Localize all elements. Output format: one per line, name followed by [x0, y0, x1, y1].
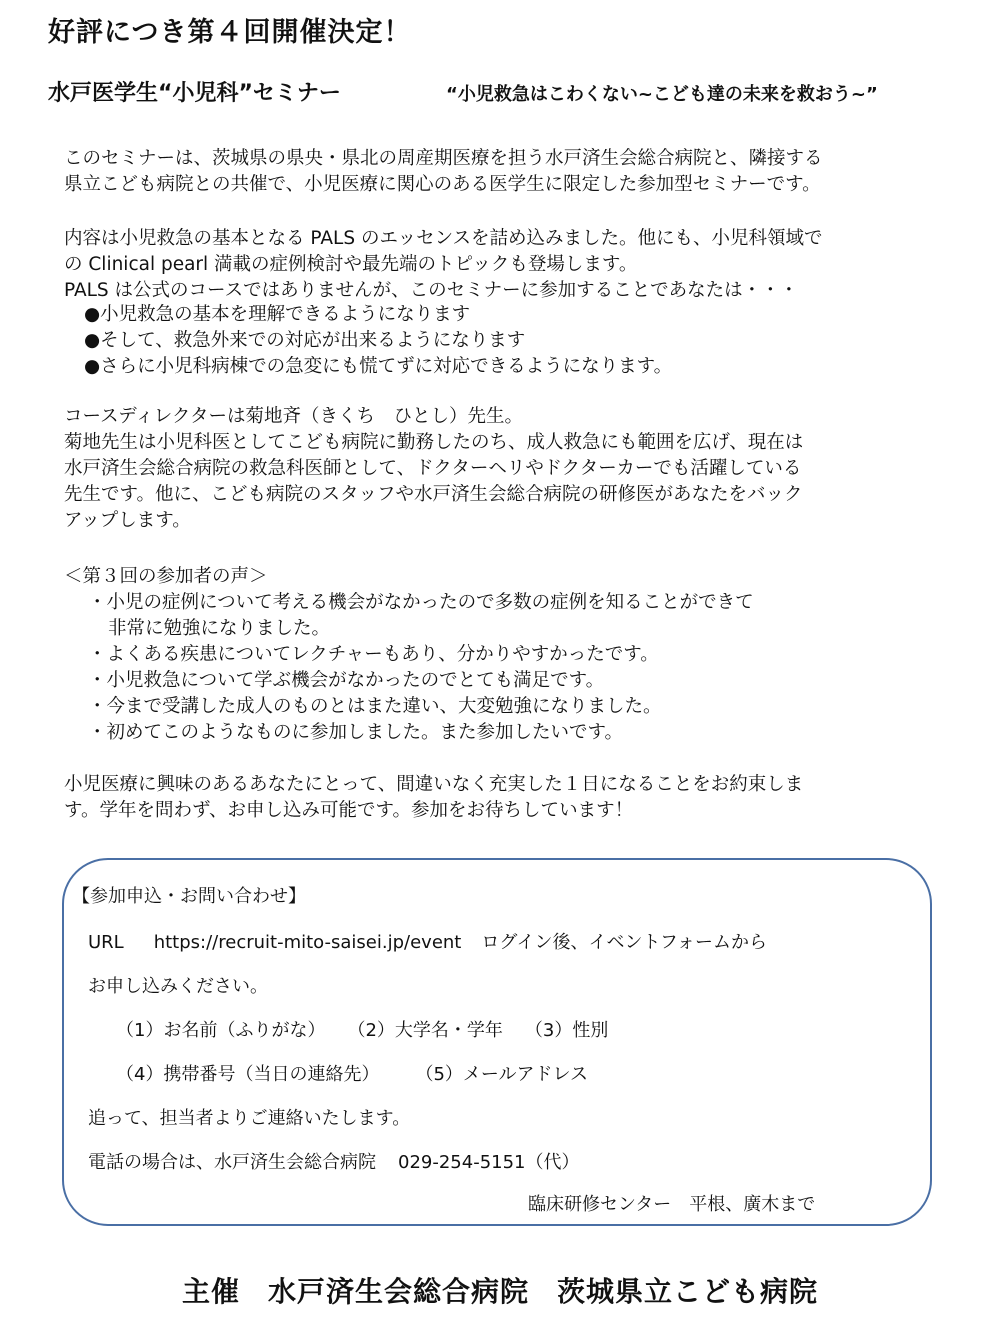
director-line: 水戸済生会総合病院の救急科医師として、ドクターヘリやドクターカーでも活躍している: [64, 458, 802, 479]
url-label: URL: [88, 932, 124, 953]
content-paragraph: [64, 226, 823, 304]
required-items-row-2: [116, 1060, 588, 1086]
benefit-item: ●小児救急の基本を理解できるようになります: [84, 304, 471, 325]
benefit-item: ●そして、救急外来での対応が出来るようになります: [84, 330, 526, 351]
phone-number: 029-254-5151（代）: [398, 1152, 580, 1173]
item-gender: （3）性別: [524, 1020, 609, 1041]
content-line: の Clinical pearl 満載の症例検討や最先端のトピックも登場します。: [64, 254, 638, 275]
item-phone: （4）携帯番号（当日の連絡先）: [116, 1064, 380, 1085]
voice-item-continued: 非常に勉強になりました。: [108, 618, 331, 639]
phone-line: [88, 1148, 580, 1174]
organizers-footer: [0, 1270, 1000, 1310]
phone-prefix: 電話の場合は、水戸済生会総合病院: [88, 1152, 376, 1173]
apply-instruction: お申し込みください。: [88, 976, 268, 997]
headline: 好評につき第４回開催決定！: [48, 17, 412, 48]
event-url-link[interactable]: https://recruit-mito-saisei.jp/event: [153, 932, 462, 953]
organizer-1: 水戸済生会総合病院: [267, 1275, 529, 1308]
benefit-item: ●さらに小児科病棟での急変にも慌てずに対応できるようになります。: [84, 356, 673, 377]
item-name: （1）お名前（ふりがな）: [116, 1020, 326, 1041]
closing-line: す。学年を問わず、お申し込み可能です。参加をお待ちしています！: [64, 800, 634, 821]
director-line: 先生です。他に、こども病院のスタッフや水戸済生会総合病院の研修医があなたをバック: [64, 484, 803, 505]
director-line: 菊地先生は小児科医としてこども病院に勤務したのち、成人救急にも範囲を広げ、現在は: [64, 432, 804, 453]
intro-line: 県立こども病院との共催で、小児医療に関心のある医学生に限定した参加型セミナーです。: [64, 174, 821, 195]
application-url-line: [88, 928, 767, 954]
voice-item: ・小児の症例について考える機会がなかったので多数の症例を知ることができて: [88, 592, 754, 613]
item-email: （5）メールアドレス: [415, 1064, 589, 1085]
item-university: （2）大学名・学年: [347, 1020, 503, 1041]
intro-paragraph: [64, 146, 823, 198]
director-paragraph: [64, 404, 803, 534]
url-note: ログイン後、イベントフォームから: [481, 932, 768, 953]
content-line: 内容は小児救急の基本となる PALS のエッセンスを詰め込みました。他にも、小児科領域で: [64, 228, 823, 249]
voice-item: ・今まで受講した成人のものとはまた違い、大変勉強になりました。: [88, 696, 662, 717]
voices-heading: ＜第３回の参加者の声＞: [64, 566, 268, 587]
seminar-subtitle: “小児救急はこわくない~こども達の未来を救おう~”: [446, 84, 878, 105]
organizer-label: 主催: [181, 1275, 240, 1308]
closing-line: 小児医療に興味のあるあなたにとって、間違いなく充実した１日になることをお約束しま: [64, 774, 804, 795]
voices-list: [88, 590, 754, 746]
contact-person: 臨床研修センター 平根、廣木まで: [528, 1194, 816, 1215]
director-line: アップします。: [64, 510, 191, 531]
voice-item: ・よくある疾患についてレクチャーもあり、分かりやすかったです。: [88, 644, 659, 665]
voice-item: ・小児救急について学ぶ機会がなかったのでとても満足です。: [88, 670, 605, 691]
seminar-title: 水戸医学生“小児科”セミナー: [48, 81, 341, 106]
benefits-list: [84, 302, 672, 380]
closing-paragraph: [64, 772, 803, 824]
director-line: コースディレクターは菊地斉（きくち ひとし）先生。: [64, 406, 523, 427]
voice-item: ・初めてこのようなものに参加しました。また参加したいです。: [88, 722, 624, 743]
application-heading: 【参加申込・お問い合わせ】: [72, 886, 306, 907]
required-items-row-1: [116, 1016, 608, 1042]
intro-line: このセミナーは、茨城県の県央・県北の周産期医療を担う水戸済生会総合病院と、隣接する: [64, 148, 823, 169]
organizer-2: 茨城県立こども病院: [557, 1275, 819, 1308]
followup-note: 追って、担当者よりご連絡いたします。: [88, 1108, 411, 1129]
content-line: PALS は公式のコースではありませんが、このセミナーに参加することであなたは・・・: [64, 280, 799, 301]
